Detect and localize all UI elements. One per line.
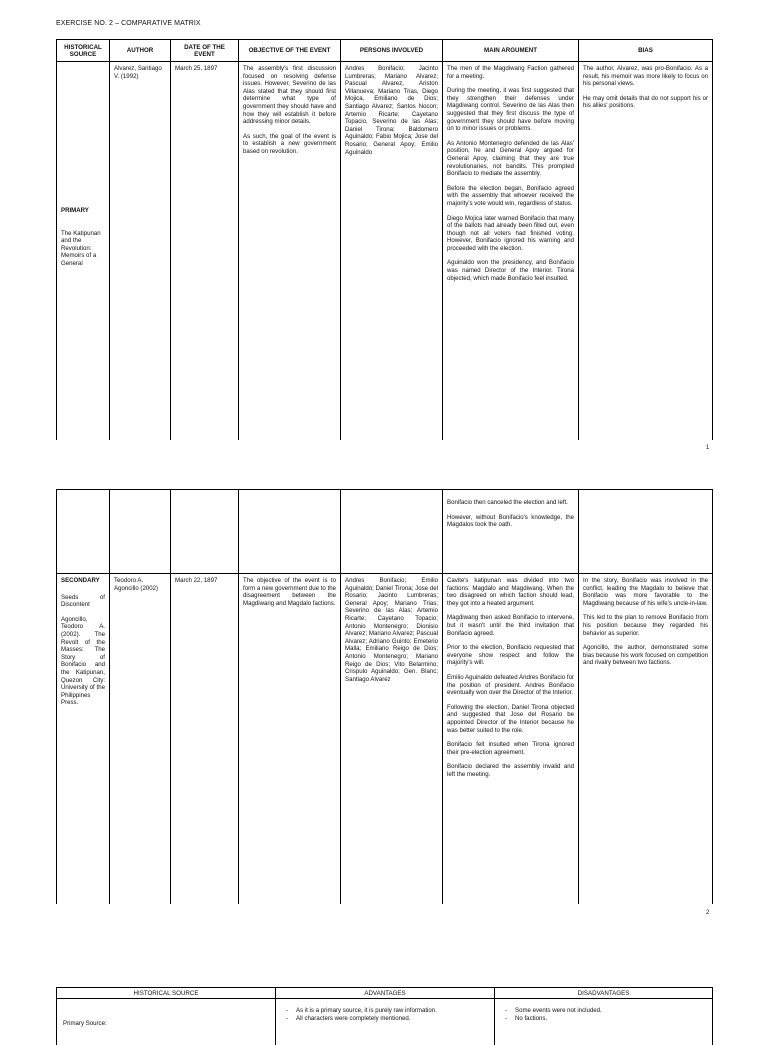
primary-argument-p6: Aguinaldo won the presidency, and Bonifacio was named Director of the Interior. Tirona objected, which made Bonifacio feel insulted. bbox=[447, 259, 574, 282]
secondary-source-cell bbox=[57, 574, 110, 904]
exercise-title: EXERCISE NO. 2 – COMPARATIVE MATRIX bbox=[56, 20, 201, 27]
header-author: AUTHOR bbox=[110, 40, 171, 62]
adv-header-source: HISTORICAL SOURCE bbox=[57, 988, 276, 999]
primary-source-cell bbox=[57, 62, 110, 440]
secondary-argument-p4: Emilio Aguinaldo defeated Andres Bonifacio for the position of president. Andres Bonifacio eventually won over the Director of the Interior. bbox=[447, 674, 574, 697]
advantage-item: - As it is a primary source, it is purely raw information. bbox=[296, 1007, 488, 1015]
cont-source bbox=[57, 490, 110, 574]
header-date: DATE OF THE EVENT bbox=[171, 40, 239, 62]
adv-row-source bbox=[57, 999, 276, 1045]
adv-row-advantages bbox=[276, 999, 495, 1045]
secondary-author bbox=[110, 574, 171, 904]
primary-persons-text: Andres Bonifacio; Jacinto Lumbreras; Mariano Alvarez; Pascual Alvarez, Ariston Villanueva; Mariano Trias, Diego Mojica, Emiliano de Dios; Santiago Alvarez; Santos Nocon; Artemio Ricarte; Cayetano Topacio, Severino de las Alas; Daniel Tirona; Baldomero Aguinaldo; Fabio Mojica; Jose del Rosario; General Apoy; Emilio Aguinaldo bbox=[345, 65, 438, 156]
primary-bias bbox=[579, 62, 713, 440]
secondary-row bbox=[57, 574, 713, 904]
primary-persons bbox=[341, 62, 443, 440]
primary-date bbox=[171, 62, 239, 440]
secondary-date-text: March 22, 1897 bbox=[175, 577, 234, 585]
header-row bbox=[57, 40, 713, 62]
secondary-bias-p1: In the story, Bonifacio was involved in the conflict, leading the Magdalo to believe that Bonifacio was more favorable to the Magdiwang because of his wife's uncle-in-law. bbox=[583, 577, 708, 607]
secondary-title: Seeds of Discontent bbox=[61, 594, 105, 609]
secondary-argument-p2: Magdiwang then asked Bonifacio to intervene, but it wasn't until the third invitation that Bonifacio agreed. bbox=[447, 614, 574, 637]
primary-objective-p1: The assembly's first discussion focused on resolving defense issues. However, Severino de las Alas stated that they should first determine what type of government they should have and how they will establish it before addressing minor details. bbox=[243, 65, 336, 126]
primary-argument-p8: However, without Bonifacio's knowledge, the Magdalos took the oath. bbox=[447, 514, 574, 529]
advantages-header-row bbox=[57, 988, 713, 999]
primary-objective-p2: As such, the goal of the event is to establish a new government based on revolution. bbox=[243, 133, 336, 156]
primary-bias-p2: He may omit details that do not support his or his allies' positions. bbox=[583, 95, 708, 110]
page-number-1: 1 bbox=[706, 445, 709, 451]
secondary-argument-p7: Bonifacio declared the assembly invalid and left the meeting. bbox=[447, 763, 574, 778]
primary-objective bbox=[239, 62, 341, 440]
secondary-objective bbox=[239, 574, 341, 904]
adv-header-advantages: ADVANTAGES bbox=[276, 988, 495, 999]
cont-date bbox=[171, 490, 239, 574]
cont-bias bbox=[579, 490, 713, 574]
secondary-citation: Agoncillo, Teodoro A. (2002). The Revolt of the Masses: The Story of Bonifacio and the Katipunan, Quezon City: University of the Philippines Press. bbox=[61, 616, 105, 707]
page-number-2: 2 bbox=[706, 910, 709, 916]
secondary-date bbox=[171, 574, 239, 904]
header-persons: PERSONS INVOLVED bbox=[341, 40, 443, 62]
secondary-persons bbox=[341, 574, 443, 904]
secondary-argument-p3: Prior to the election, Bonifacio requested that everyone show respect and follow the majority's will. bbox=[447, 644, 574, 667]
primary-row bbox=[57, 62, 713, 440]
comparative-matrix-page2 bbox=[56, 489, 713, 904]
primary-argument-p3: As Antonio Montenegro defended de las Alas' position, he and General Apoy argued for General Apoy, claiming that they are true revolutionaries, not bandits. This prompted Bonifacio to mediate the assembly. bbox=[447, 140, 574, 178]
disadvantage-item: - Some events were not included. bbox=[515, 1007, 706, 1015]
secondary-author-text: Teodoro A. Agoncillo (2002) bbox=[114, 577, 166, 592]
primary-argument-p2: During the meeting, it was first suggested that they strengthen their defenses under Magdiwang control. Severino de las Alas then suggested that they first discuss the type of government they should have before moving on to minor issues or problems. bbox=[447, 87, 574, 133]
cont-objective bbox=[239, 490, 341, 574]
header-objective: OBJECTIVE OF THE EVENT bbox=[239, 40, 341, 62]
cont-author bbox=[110, 490, 171, 574]
advantages-table bbox=[56, 987, 713, 1045]
secondary-argument bbox=[443, 574, 579, 904]
secondary-bias bbox=[579, 574, 713, 904]
secondary-bias-p2: This led to the plan to remove Bonifacio from his position because they regarded his behavior as superior. bbox=[583, 614, 708, 637]
header-bias: BIAS bbox=[579, 40, 713, 62]
advantage-item: - All characters were completely mentioned. bbox=[296, 1015, 488, 1023]
adv-primary-source: Primary Source: bbox=[63, 1020, 269, 1028]
adv-row-disadvantages bbox=[495, 999, 713, 1045]
header-argument: MAIN ARGUMENT bbox=[443, 40, 579, 62]
secondary-argument-p1: Cavite's katipunan was divided into two factions: Magdalo and Magdiwang. When the two disagreed on which faction should lead, they got into a heated argument. bbox=[447, 577, 574, 607]
primary-argument-p1: The men of the Magdiwang Faction gathered for a meeting. bbox=[447, 65, 574, 80]
adv-header-disadvantages: DISADVANTAGES bbox=[495, 988, 713, 999]
primary-argument-p4: Before the election began, Bonifacio agreed with the assembly that whoever received the majority's vote would win, regardless of status. bbox=[447, 185, 574, 208]
comparative-matrix-page1 bbox=[56, 39, 713, 440]
secondary-objective-p1: The objective of the event is to form a new government due to the disagreement between the Magdiwang and Magdalo factions. bbox=[243, 577, 336, 607]
secondary-argument-p5: Following the election, Daniel Tirona objected and suggested that Jose del Rosario be appointed Director of the Interior because he was better suited to the role. bbox=[447, 704, 574, 734]
primary-label: PRIMARY bbox=[61, 207, 105, 215]
primary-argument bbox=[443, 62, 579, 440]
disadvantage-item: - No factions. bbox=[515, 1015, 706, 1023]
secondary-label: SECONDARY bbox=[61, 577, 105, 585]
advantages-row-primary bbox=[57, 999, 713, 1045]
header-source: HISTORICAL SOURCE bbox=[57, 40, 110, 62]
secondary-persons-text: Andres Bonifacio; Emilio Aguinaldo; Daniel Tirona; Jose del Rosario; Jacinto Lumbreras; General Apoy; Mariano Trias; Severino de las Alas; Artemio Ricarte; Cayetano Topacio; Antonio Montenegro; Dionisio Alvarez; Mariano Alvarez; Pascual Alvarez; Adriano Guinto; Emeterio Malla; Emiliano Reigo de Dios; Antonio Montenegro; Mariano Reigo de Dios; Vito Belarmino; Crispulo Aguinaldo; Gen. Blanc; Santiago Alvarez bbox=[345, 577, 438, 683]
primary-argument-p5: Diego Mojica later warned Bonifacio that many of the ballots had already been filled out, even though not all voters had finished voting. However, Bonifacio ignored his warning and proceeded with the election. bbox=[447, 215, 574, 253]
cont-persons bbox=[341, 490, 443, 574]
primary-title: The Katipunan and the Revolution: Memoirs of a General bbox=[61, 230, 105, 268]
secondary-argument-p6: Bonifacio felt insulted when Tirona ignored their pre-election agreement. bbox=[447, 741, 574, 756]
primary-argument-p7: Bonifacio then canceled the election and left. bbox=[447, 499, 574, 507]
primary-continuation-row bbox=[57, 490, 713, 574]
cont-argument bbox=[443, 490, 579, 574]
primary-date-text: March 25, 1897 bbox=[175, 65, 234, 73]
primary-author bbox=[110, 62, 171, 440]
secondary-bias-p3: Agoncillo, the author, demonstrated some bias because his work focused on competition and rivalry between two factions. bbox=[583, 644, 708, 667]
primary-author-text: Alvarez, Santiago V. (1992) bbox=[114, 65, 166, 80]
primary-bias-p1: The author, Alvarez, was pro-Bonifacio. As a result, his memoir was more likely to focus on his personal views. bbox=[583, 65, 708, 88]
